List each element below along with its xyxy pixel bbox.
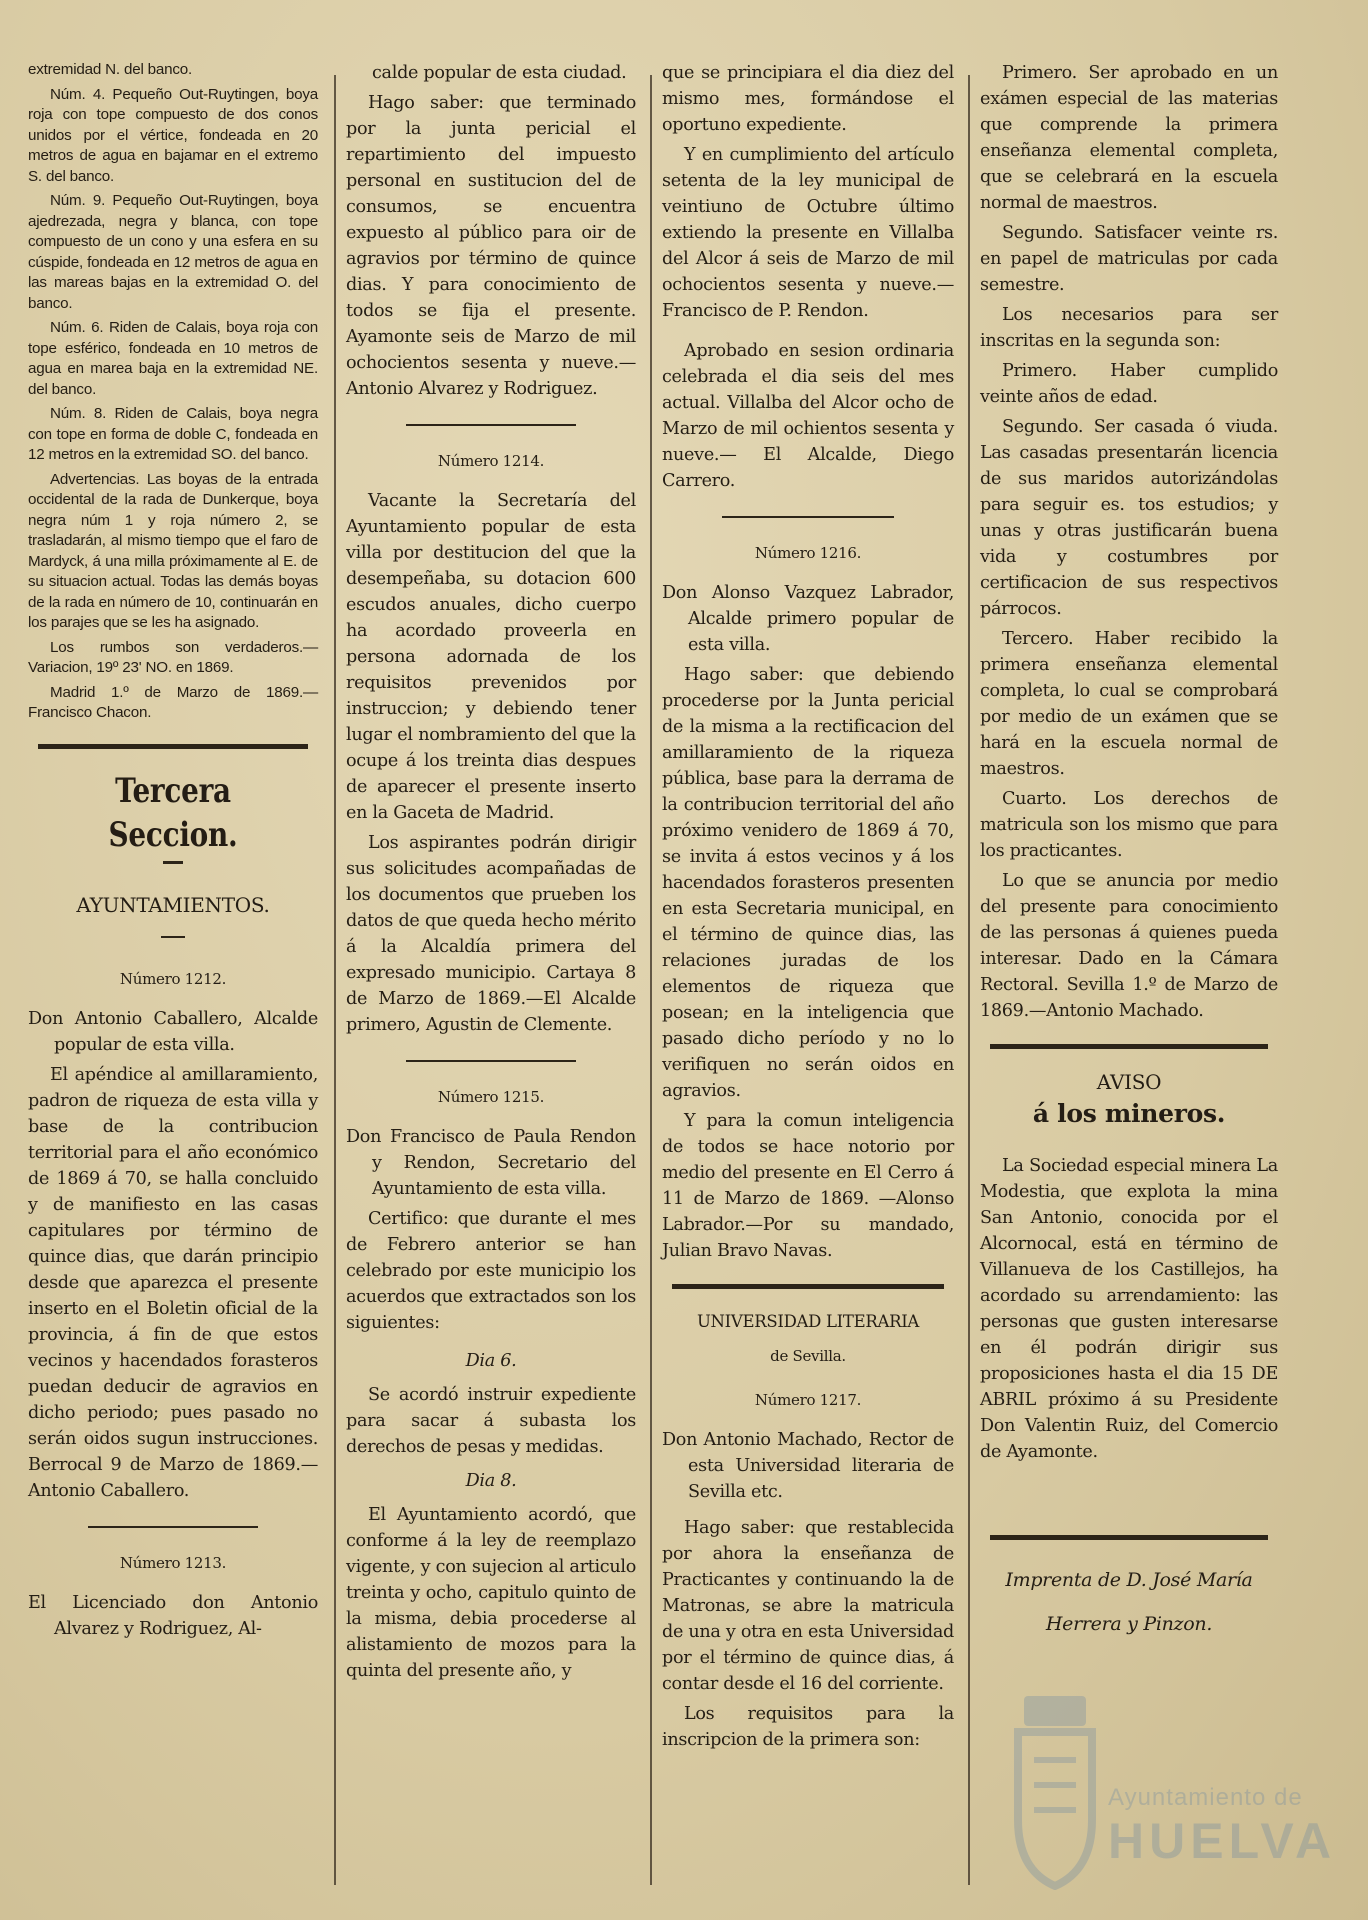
paragraph: Se acordó instruir expediente para sacar á subasta los derechos de pesas y medidas. [346,1385,636,1457]
day-heading: Dia 6. [465,1351,517,1371]
paragraph: Certifico: que durante el mes de Febrero anterior se han celebrado por este municipio los acuerdos que extractados son los siguientes: [346,1209,636,1333]
paragraph: Hago saber: que debiendo procederse por la Junta pericial de la misma a la rectificacion del amillaramiento de la riqueza pública, base para la derrama de la contribucion territorial del año próximo venidero de 1869 á 70, se invita á estos vecinos y á los hacendados forasteros presenten en esta Secretaria municipal, en el término de quince dias, las relaciones juradas de los elementos de riqueza que posean; en la inteligencia que pasado dicho período y no lo verifiquen no serán oidos en agravios. [662,665,954,1101]
paragraph: extremidad N. del banco. [28,61,193,78]
paragraph: Segundo. Ser casada ó viuda. Las casadas presentarán licencia de sus maridos autorizándolas para seguir es. tos estudios; y unas y otras justificarán buena vida y costumbres por certificacion de sus respectivos párrocos. [980,417,1278,619]
section-heading: AYUNTAMIENTOS. [76,892,270,917]
printer-imprint: Herrera y Pinzon. [1045,1613,1213,1635]
paragraph: Los rumbos son verdaderos.— Variacion, 19º 23' NO. en 1869. [28,638,318,676]
notice-number: Número 1213. [119,1553,227,1572]
notice-subtitle: á los mineros. [1032,1099,1226,1128]
paragraph: Segundo. Satisfacer veinte rs. en papel de matriculas por cada semestre. [980,223,1278,295]
notice-rule [406,1060,576,1062]
paragraph: Y para la comun inteligencia de todos se hace notorio por medio del presente en El Cerro á 11 de Marzo de 1869. —Alonso Labrador.—Por su mandado, Julian Bravo Navas. [662,1111,954,1261]
archive-watermark [1010,1690,1337,1910]
notice-number: Número 1217. [754,1391,862,1409]
paragraph: Cuarto. Los derechos de matricula son los mismo que para los practicantes. [980,789,1278,861]
title-underline [163,861,183,864]
paragraph: Núm. 6. Riden de Calais, boya roja con tope esférico, fondeada en 10 metros de agua en marea baja en la extremidad NE. del banco. [28,319,318,398]
paragraph: Los necesarios para ser inscritas en la segunda son: [980,305,1278,351]
notice-heading: El Licenciado don Antonio Alvarez y Rodriguez, Al- [28,1592,318,1639]
column-1 [28,60,318,1646]
paragraph: Tercero. Haber recibido la primera enseñanza elemental completa, lo cual se comprobará por medio de un exámen que se hará en la escuela normal de maestros. [980,629,1278,779]
notice-rule [722,516,894,518]
paragraph: Los aspirantes podrán dirigir sus solicitudes acompañadas de los documentos que prueben los datos de que queda hecho mérito á la Alcaldía primera del expresado municipio. Cartaya 8 de Marzo de 1869.—El Alcalde primero, Agustin de Clemente. [346,833,636,1035]
notice-heading: Don Antonio Machado, Rector de esta Universidad literaria de Sevilla etc. [662,1430,954,1502]
column-divider [968,75,970,1885]
column-divider [334,75,336,1885]
notice-heading: Don Antonio Caballero, Alcalde popular de esta villa. [28,1008,318,1055]
dash-divider [161,936,185,938]
notice-heading: Don Alonso Vazquez Labrador, Alcalde primero popular de esta villa. [662,583,954,655]
watermark-line: HUELVA [1108,1813,1337,1869]
paragraph: Vacante la Secretaría del Ayuntamiento popular de esta villa por destitucion del que la desempeñaba, su dotacion 600 escudos anuales, dicho cuerpo ha acordado proveerla en persona adornada de los requisitos prevenidos por instruccion; y debiendo tener lugar el nombramiento del que la ocupe á los treinta dias despues de aparecer el presente inserto en la Gaceta de Madrid. [346,491,636,823]
notice-rule [406,424,576,426]
signature-line: Madrid 1.º de Marzo de 1869.— Francisco Chacon. [28,683,318,721]
section-title: Tercera Seccion. [108,770,238,855]
paragraph: Advertencias. Las boyas de la entrada occidental de la rada de Dunkerque, boya negra núm 1 y roja número 2, se trasladarán, al mismo tiempo que el faro de Mardyck, á una milla próximamente al E. de su situacion actual. Todas las demás boyas de la rada en número de 10, continuarán en los parajes que se les ha asignado. [28,470,318,631]
paragraph: Primero. Haber cumplido veinte años de edad. [980,361,1278,407]
notice-number: Número 1215. [437,1088,545,1106]
paragraph: La Sociedad especial minera La Modestia, que explota la mina San Antonio, conocida por el Alcornocal, está en término de Villanueva de los Castillejos, ha acordado su arrendamiento: las personas que gusten interesarse en él podrán dirigir sus proposiciones hasta el dia 15 DE ABRIL próximo á su Presidente Don Valentin Ruiz, del Comercio de Ayamonte. [980,1156,1278,1462]
paragraph: Núm. 9. Pequeño Out-Ruytingen, boya ajedrezada, negra y blanca, con tope compuesto de un cono y una esfera en su cúspide, fondeada en 12 metros de agua en las mareas bajas en la extremidad O. del banco. [28,192,318,312]
notice-rule [88,1526,258,1528]
notice-rule [990,1044,1268,1049]
paragraph: Hago saber: que terminado por la junta pericial el repartimiento del impuesto personal en sustitucion del de consumos, se encuentra expuesto al público para oir de agravios por término de quince dias. Y para conocimiento de todos se fija el presente. Ayamonte seis de Marzo de mil ochocientos sesenta y nueve.—Antonio Alvarez y Rodriguez. [346,93,636,399]
watermark-line: Ayuntamiento de [1108,1784,1303,1811]
section-rule [38,744,308,749]
closing-rule [990,1535,1268,1540]
paragraph: Hago saber: que restablecida por ahora la enseñanza de Practicantes y continuando la de Matronas, se abre la matricula de una y otra en esta Universidad por el término de quince dias, á contar desde el 16 del corriente. [662,1518,954,1694]
notice-heading-cont: calde popular de esta ciudad. [372,63,627,83]
paragraph: Lo que se anuncia por medio del presente para conocimiento de las personas á quienes pueda interesar. Dado en la Cámara Rectoral. Sevilla 1.º de Marzo de 1869.—Antonio Machado. [980,871,1278,1021]
notice-number: Número 1214. [437,452,545,470]
column-divider [650,75,652,1885]
column-2 [346,60,636,1688]
paragraph: Y en cumplimiento del artículo setenta de la ley municipal de veintiuno de Octubre último extiendo la presente en Villalba del Alcor á seis de Marzo de mil ochocientos sesenta y nueve.— Francisco de P. Rendon. [662,145,954,321]
paragraph: El Ayuntamiento acordó, que conforme á la ley de reemplazo vigente, y con sujecion al articulo treinta y ocho, capitulo quinto de la misma, debia procederse al alistamiento de mozos para la quinta del presente año, y [346,1505,636,1681]
paragraph: Aprobado en sesion ordinaria celebrada el dia seis del mes actual. Villalba del Alcor ocho de Marzo de mil ochientos sesenta y nueve.— El Alcalde, Diego Carrero. [662,341,954,491]
paragraph: Núm. 8. Riden de Calais, boya negra con tope en forma de doble C, fondeada en 12 metros en la extremidad SO. del banco. [28,405,318,463]
column-4 [980,60,1278,1648]
institution-subheading: de Sevilla. [770,1347,846,1365]
notice-title: AVISO [1096,1070,1162,1094]
paragraph: Los requisitos para la inscripcion de la primera son: [662,1704,954,1750]
paragraph: El apéndice al amillaramiento, padron de riqueza de esta villa y base de la contribucion territorial para el año económico de 1869 á 70, se halla concluido y de manifiesto en las casas capitulares por término de quince dias, que darán principio desde que aparezca el presente inserto en el Boletin oficial de la provincia, á fin de que estos vecinos y hacendados forasteros puedan deducir de agravios en dicho periodo; pues pasado no serán oidos sugun instrucciones. Berrocal 9 de Marzo de 1869.— Antonio Caballero. [28,1064,318,1501]
institution-heading: UNIVERSIDAD LITERARIA [696,1312,920,1331]
notice-number: Número 1216. [754,544,862,562]
buoy-notice [28,60,318,724]
crest-icon [1010,1690,1100,1890]
paragraph: que se principiara el dia diez del mismo mes, formándose el oportuno expediente. [662,63,954,135]
day-heading: Dia 8. [465,1471,517,1491]
notice-number: Número 1212. [119,969,227,988]
notice-heading: Don Francisco de Paula Rendon y Rendon, Secretario del Ayuntamiento de esta villa. [346,1127,636,1199]
printer-imprint: Imprenta de D. José María [1005,1569,1253,1591]
notice-rule [672,1284,944,1289]
column-3 [662,60,954,1757]
paragraph: Núm. 4. Pequeño Out-Ruytingen, boya roja con tope compuesto de dos conos unidos por el vértice, fondeada en 20 metros de agua en bajamar en el extremo S. del banco. [28,85,318,185]
paragraph: Primero. Ser aprobado en un exámen especial de las materias que comprende la primera enseñanza elemental completa, que se celebrará en la escuela normal de maestros. [980,63,1278,213]
